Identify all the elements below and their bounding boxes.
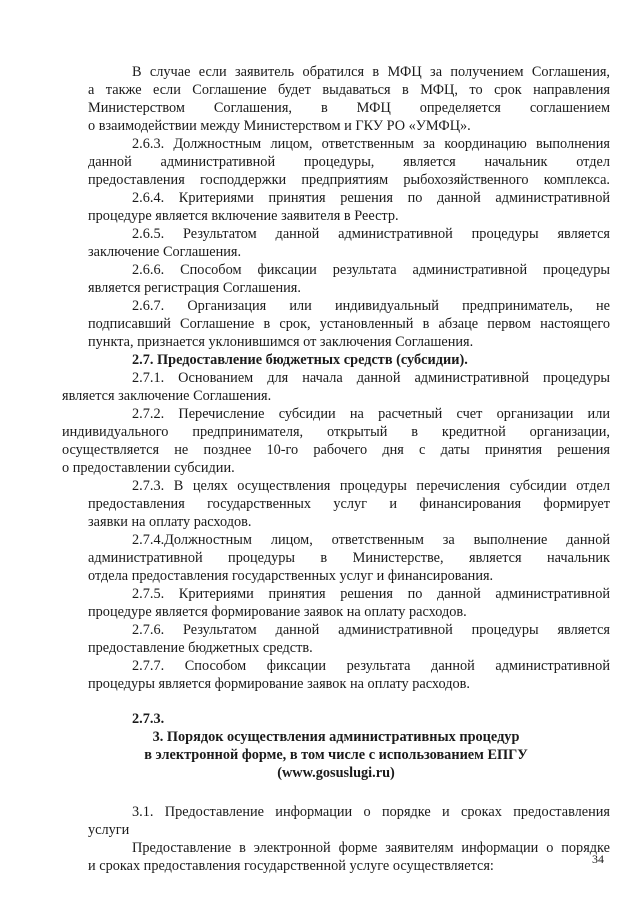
text-line: заключение Соглашения. (88, 244, 242, 260)
page-number: 34 (592, 852, 604, 866)
text-line: 2.7.7. Способом фиксации результата данной административной (132, 658, 610, 674)
text-line: о предоставлении субсидии. (62, 460, 235, 476)
text-line: 3.1. Предоставление информации о порядке и сроках предоставления (132, 804, 610, 820)
text-line: предоставления господдержки предприятиям рыбохозяйственного комплекса. (88, 172, 610, 188)
text-line: 2.6.4. Критериями принятия решения по данной административной (132, 190, 610, 206)
text-line: и сроках предоставления государственной услуге осуществляется: (88, 858, 494, 874)
text-line: предоставление бюджетных средств. (88, 640, 313, 656)
text-line: 2.6.5. Результатом данной административной процедуры является (132, 226, 610, 242)
section-heading: 2.7. Предоставление бюджетных средств (субсидии). (132, 352, 468, 368)
text-line: Министерством Соглашения, в МФЦ определяется соглашением (88, 100, 610, 116)
text-line: 2.7.6. Результатом данной административной процедуры является (132, 622, 610, 638)
text-line: а также если Соглашение будет выдаваться в МФЦ, то срок направления (88, 82, 610, 98)
text-line: заявки на оплату расходов. (88, 514, 252, 530)
text-line: осуществляется не позднее 10-го рабочего дня с даты принятия решения (62, 442, 610, 458)
text-line: подписавший Соглашение в срок, установленный в абзаце первом настоящего (88, 316, 610, 332)
text-line: 2.6.7. Организация или индивидуальный предприниматель, не (132, 298, 610, 314)
chapter-heading: в электронной форме, в том числе с использованием ЕПГУ (144, 747, 528, 763)
text-line: 2.7.1. Основанием для начала данной административной процедуры (132, 370, 610, 386)
section-number: 2.7.3. (132, 711, 165, 727)
chapter-heading: (www.gosuslugi.ru) (277, 765, 395, 781)
text-line: административной процедуры в Министерстве, является начальник (88, 550, 610, 566)
text-line: 2.6.6. Способом фиксации результата административной процедуры (132, 262, 610, 278)
text-line: 2.7.3. В целях осуществления процедуры перечисления субсидии отдел (132, 478, 610, 494)
chapter-heading: 3. Порядок осуществления административных процедур (152, 729, 520, 745)
text-line: процедуре является формирование заявок на оплату расходов. (88, 604, 467, 620)
text-line: является регистрация Соглашения. (88, 280, 301, 296)
text-line: индивидуального предпринимателя, открытый в кредитной организации, (62, 424, 610, 440)
text-line: о взаимодействии между Министерством и ГКУ РО «УМФЦ». (88, 118, 471, 134)
text-line: В случае если заявитель обратился в МФЦ за получением Соглашения, (132, 64, 610, 80)
text-line: процедуре является включение заявителя в Реестр. (88, 208, 399, 224)
text-line: отдела предоставления государственных услуг и финансирования. (88, 568, 494, 584)
text-line: 2.7.4.Должностным лицом, ответственным за выполнение данной (132, 532, 610, 548)
text-line: 2.7.5. Критериями принятия решения по данной административной (132, 586, 610, 602)
text-line: 2.7.2. Перечисление субсидии на расчетный счет организации или (132, 406, 610, 422)
text-line: предоставления государственных услуг и финансирования формирует (88, 496, 610, 512)
text-line: 2.6.3. Должностным лицом, ответственным за координацию выполнения (132, 136, 610, 152)
text-line: процедуры является формирование заявок на оплату расходов. (88, 676, 470, 692)
text-line: услуги (88, 822, 130, 838)
text-line: Предоставление в электронной форме заявителям информации о порядке (132, 840, 610, 856)
text-line: данной административной процедуры, является начальник отдел (88, 154, 610, 170)
text-line: является заключение Соглашения. (62, 388, 272, 404)
text-line: пункта, признается уклонившимся от заключения Соглашения. (88, 334, 474, 350)
